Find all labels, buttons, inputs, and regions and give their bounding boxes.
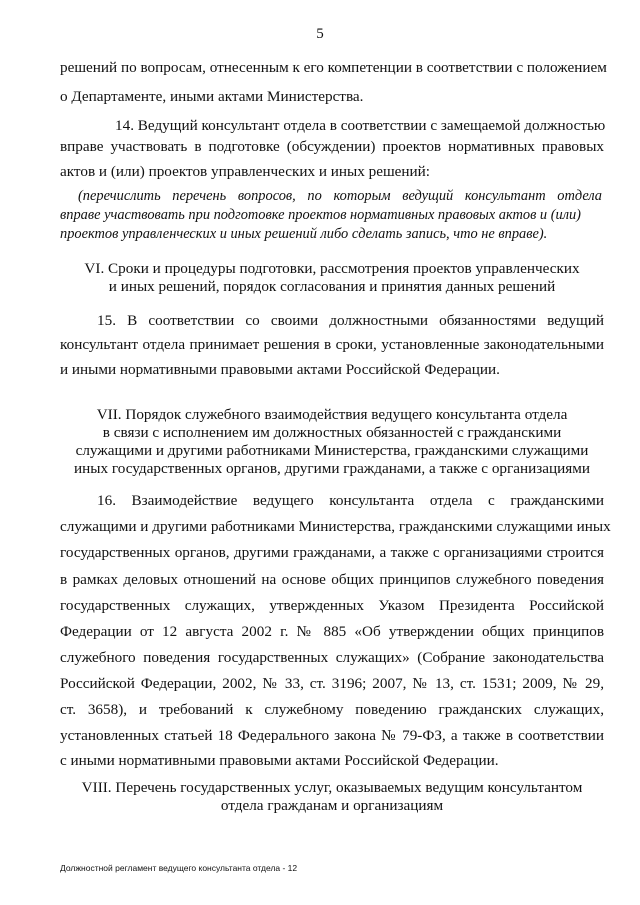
heading-line: иных государственных органов, другими гражданами, а также с организациями xyxy=(74,460,590,477)
text-line: 16. Взаимодействие ведущего консультанта отдела с гражданскими xyxy=(97,492,604,509)
text-line: установленных статьей 18 Федерального закона № 79-ФЗ, а также в соответствии xyxy=(60,727,604,744)
text-line: государственных служащих, утвержденных Указом Президента Российской xyxy=(60,597,604,614)
text-line: в рамках деловых отношений на основе общих принципов служебного поведения xyxy=(60,571,604,588)
text-line: вправе участвовать в подготовке (обсуждении) проектов нормативных правовых xyxy=(60,138,604,155)
text-line: 14. Ведущий консультант отдела в соответствии с замещаемой должностью xyxy=(115,117,606,134)
heading-line: служащими и другими работниками Министерства, гражданскими служащими xyxy=(75,442,589,459)
text-line: служащими и другими работниками Министерства, гражданскими служащими иных xyxy=(60,518,611,535)
page-number: 5 xyxy=(316,26,324,42)
text-line: 15. В соответствии со своими должностными обязанностями ведущий xyxy=(97,312,604,329)
text-line: служебного поведения государственных служащих» (Собрание законодательства xyxy=(60,649,604,666)
heading-line: отдела гражданам и организациям xyxy=(220,797,444,814)
heading-line: VI. Сроки и процедуры подготовки, рассмотрения проектов управленческих xyxy=(84,260,580,277)
text-line: решений по вопросам, отнесенным к его компетенции в соответствии с положением xyxy=(60,59,607,76)
note-line: (перечислить перечень вопросов, по которым ведущий консультант отдела xyxy=(78,188,602,204)
text-line: актов и (или) проектов управленческих и иных решений: xyxy=(60,163,431,180)
text-line: с иными нормативными правовыми актами Российской Федерации. xyxy=(60,752,499,769)
text-line: государственных органов, другими гражданами, а также с организациями строится xyxy=(60,544,604,561)
heading-line: VII. Порядок служебного взаимодействия ведущего консультанта отдела xyxy=(96,406,568,423)
text-line: Российской Федерации, 2002, № 33, ст. 3196; 2007, № 13, ст. 1531; 2009, № 29, xyxy=(60,675,604,692)
note-line: вправе участвовать при подготовке проектов нормативных правовых актов и (или) xyxy=(60,207,581,223)
page-footer: Должностной регламент ведущего консультанта отдела - 12 xyxy=(60,863,298,873)
heading-line: VIII. Перечень государственных услуг, оказываемых ведущим консультантом xyxy=(81,779,583,796)
heading-line: и иных решений, порядок согласования и принятия данных решений xyxy=(108,278,556,295)
text-line: о Департаменте, иными актами Министерства. xyxy=(60,88,364,105)
text-line: и иными нормативными правовыми актами Российской Федерации. xyxy=(60,361,500,378)
text-line: ст. 3658), и требований к служебному поведению гражданских служащих, xyxy=(60,701,604,718)
note-line: проектов управленческих и иных решений либо сделать запись, что не вправе). xyxy=(60,226,548,242)
text-line: консультант отдела принимает решения в сроки, установленные законодательными xyxy=(60,336,604,353)
text-line: Федерации от 12 августа 2002 г. № 885 «Об утверждении общих принципов xyxy=(60,623,604,640)
heading-line: в связи с исполнением им должностных обязанностей с гражданскими xyxy=(102,424,562,441)
